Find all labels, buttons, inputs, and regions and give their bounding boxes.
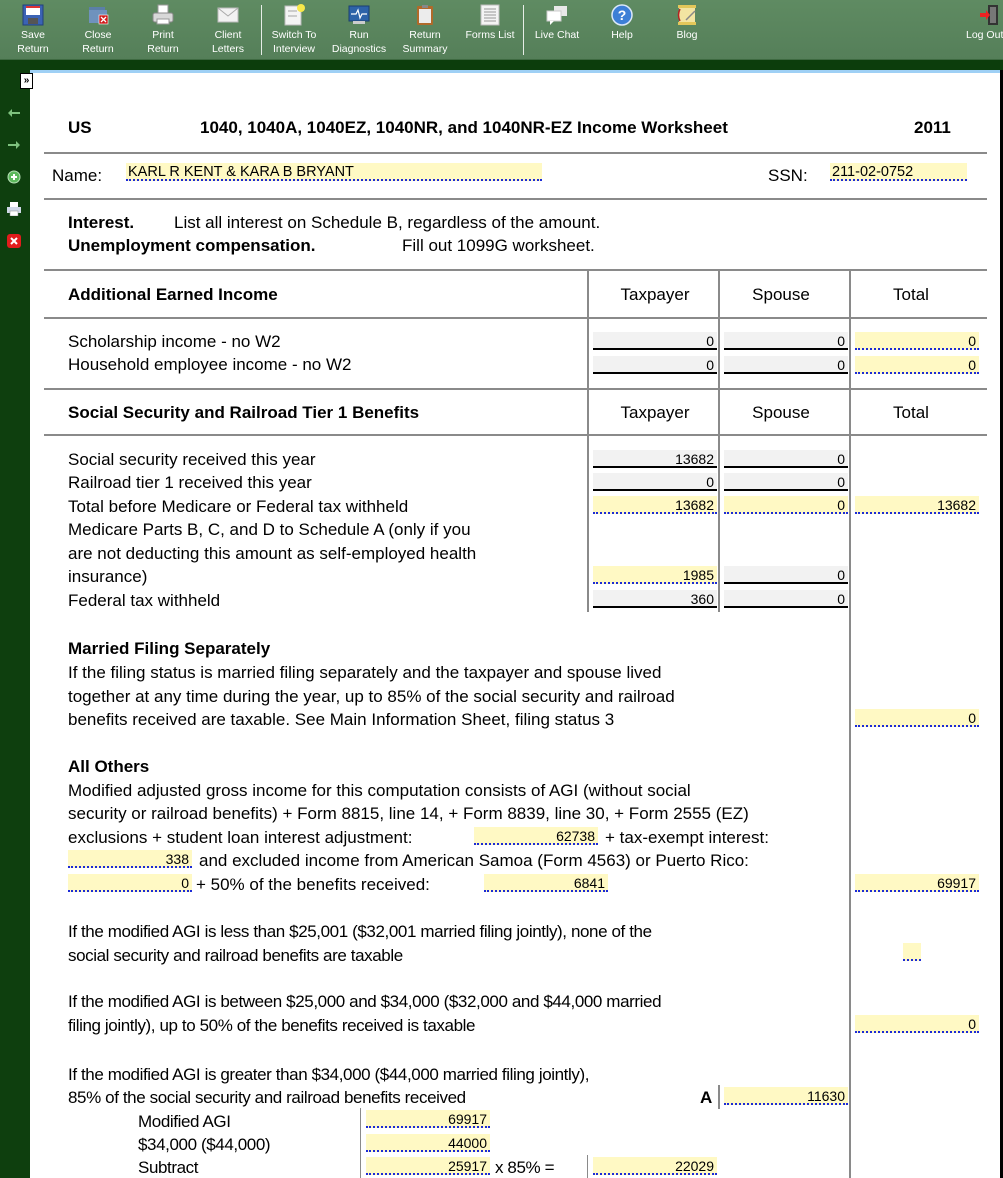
add-icon[interactable] <box>7 170 21 184</box>
envelope-icon <box>217 4 239 26</box>
save-return-button[interactable]: Save Return <box>2 4 64 56</box>
railroad-spouse-field[interactable]: 0 <box>724 473 848 491</box>
all-others-heading: All Others <box>68 757 150 776</box>
ss-received-label: Social security received this year <box>68 450 316 469</box>
return-summary-button[interactable]: Return Summary <box>394 4 456 56</box>
toolbar-separator <box>523 5 524 55</box>
tax-year: 2011 <box>914 118 951 137</box>
line-a-field[interactable]: 11630 <box>724 1087 848 1105</box>
total-before-total-field[interactable]: 13682 <box>855 496 979 514</box>
arrow-right-icon[interactable] <box>7 138 21 152</box>
less-than-text-1: If the modified AGI is less than $25,001 ($32,001 married filing jointly), none of the <box>68 922 652 941</box>
chat-icon <box>546 4 568 26</box>
page-title: 1040, 1040A, 1040EZ, 1040NR, and 1040NR-EZ Income Worksheet <box>200 118 728 137</box>
tax-exempt-interest-field[interactable]: 338 <box>68 850 192 868</box>
all-others-text-1: Modified adjusted gross income for this computation consists of AGI (without social <box>68 781 691 800</box>
household-spouse-field[interactable]: 0 <box>724 356 848 374</box>
printer-icon <box>152 4 174 26</box>
switch-to-interview-button[interactable]: Switch To Interview <box>263 4 325 56</box>
interest-heading: Interest. <box>68 213 135 232</box>
print-return-button[interactable]: Print Return <box>132 4 194 56</box>
agi-field[interactable]: 62738 <box>474 827 598 845</box>
household-label: Household employee income - no W2 <box>68 355 352 374</box>
client-letters-button[interactable]: Client Letters <box>197 4 259 56</box>
toolbar-bottom-bar <box>0 60 1003 70</box>
logout-door-icon <box>978 4 1000 26</box>
half-benefits-label: + 50% of the benefits received: <box>196 875 430 894</box>
all-others-text-4: and excluded income from American Samoa (Form 4563) or Puerto Rico: <box>199 851 749 870</box>
times-85-field[interactable]: 22029 <box>593 1157 717 1175</box>
left-rail <box>0 60 30 1178</box>
unemployment-heading: Unemployment compensation. <box>68 236 316 255</box>
help-icon <box>611 4 633 26</box>
less-than-field[interactable] <box>903 943 921 961</box>
excluded-income-field[interactable]: 0 <box>68 874 192 892</box>
medicare-label-1: Medicare Parts B, C, and D to Schedule A (only if you <box>68 520 471 539</box>
tax-exempt-label: + tax-exempt interest: <box>605 828 769 847</box>
total-before-label: Total before Medicare or Federal tax withheld <box>68 497 409 516</box>
modified-agi-field[interactable]: 69917 <box>366 1110 490 1128</box>
ss-spouse-field[interactable]: 0 <box>724 450 848 468</box>
worksheet-frame <box>30 70 1003 1178</box>
times-85-label: x 85% = <box>495 1158 555 1177</box>
between-field[interactable]: 0 <box>855 1015 979 1033</box>
forms-list-button[interactable]: Forms List <box>459 4 521 42</box>
mfs-heading: Married Filing Separately <box>68 639 271 658</box>
svg-text:?: ? <box>617 7 627 23</box>
print-icon[interactable] <box>7 202 21 216</box>
interest-text: List all interest on Schedule B, regardless of the amount. <box>174 213 601 232</box>
scholarship-total-field[interactable]: 0 <box>855 332 979 350</box>
all-others-text-2: security or railroad benefits) + Form 8815, line 14, + Form 8839, line 30, + Form 2555 (EZ) <box>68 804 749 823</box>
ss-heading: Social Security and Railroad Tier 1 Benefits <box>68 403 420 422</box>
medicare-taxpayer-field[interactable]: 1985 <box>593 566 717 584</box>
list-icon <box>479 4 501 26</box>
scholarship-spouse-field[interactable]: 0 <box>724 332 848 350</box>
ssn-field[interactable]: 211-02-0752 <box>830 163 967 181</box>
line-a-marker: A <box>700 1088 713 1107</box>
interview-icon <box>283 4 305 26</box>
arrow-left-icon[interactable] <box>7 106 21 120</box>
fed-withheld-spouse-field[interactable]: 0 <box>724 590 848 608</box>
name-field[interactable]: KARL R KENT & KARA B BRYANT <box>126 163 542 181</box>
column-taxpayer: Taxpayer <box>620 285 690 304</box>
mfs-text-2: together at any time during the year, up to 85% of the social security and railroad <box>68 687 675 706</box>
country-label: US <box>68 118 92 137</box>
ssn-label: SSN: <box>768 166 808 185</box>
clipboard-icon <box>414 4 436 26</box>
total-before-spouse-field[interactable]: 0 <box>724 496 848 514</box>
column-spouse: Spouse <box>752 403 810 422</box>
railroad-label: Railroad tier 1 received this year <box>68 473 312 492</box>
medicare-label-2: are not deducting this amount as self-employed health <box>68 544 477 563</box>
household-total-field[interactable]: 0 <box>855 356 979 374</box>
run-diagnostics-button[interactable]: Run Diagnostics <box>328 4 390 56</box>
fed-withheld-taxpayer-field[interactable]: 360 <box>593 590 717 608</box>
modified-agi-total-field[interactable]: 69917 <box>855 874 979 892</box>
main-toolbar <box>0 0 1003 60</box>
live-chat-button[interactable]: Live Chat <box>526 4 588 42</box>
threshold-label: $34,000 ($44,000) <box>138 1135 271 1154</box>
mfs-total-field[interactable]: 0 <box>855 709 979 727</box>
column-total: Total <box>893 285 929 304</box>
additional-income-heading: Additional Earned Income <box>68 285 278 304</box>
scholarship-taxpayer-field[interactable]: 0 <box>593 332 717 350</box>
between-text-2: filing jointly), up to 50% of the benefits received is taxable <box>68 1016 476 1035</box>
mfs-text-1: If the filing status is married filing separately and the taxpayer and spouse lived <box>68 663 662 682</box>
greater-text-2: 85% of the social security and railroad benefits received <box>68 1088 466 1107</box>
column-taxpayer: Taxpayer <box>620 403 690 422</box>
total-before-taxpayer-field[interactable]: 13682 <box>593 496 717 514</box>
folder-close-icon <box>87 4 109 26</box>
floppy-disk-icon <box>22 4 44 26</box>
delete-icon[interactable] <box>7 234 21 248</box>
railroad-taxpayer-field[interactable]: 0 <box>593 473 717 491</box>
medicare-spouse-field[interactable]: 0 <box>724 566 848 584</box>
less-than-text-2: social security and railroad benefits are taxable <box>68 946 403 965</box>
subtract-field[interactable]: 25917 <box>366 1157 490 1175</box>
blog-button[interactable]: Blog <box>656 4 718 42</box>
log-out-button[interactable]: Log Out <box>958 4 1003 42</box>
fed-withheld-label: Federal tax withheld <box>68 591 221 610</box>
ss-taxpayer-field[interactable]: 13682 <box>593 450 717 468</box>
column-total: Total <box>893 403 929 422</box>
between-text-1: If the modified AGI is between $25,000 and $34,000 ($32,000 and $44,000 married <box>68 992 662 1011</box>
name-label: Name: <box>52 166 103 185</box>
column-spouse: Spouse <box>752 285 810 304</box>
subtract-label: Subtract <box>138 1158 199 1177</box>
medicare-label-3: insurance) <box>68 567 148 586</box>
help-button[interactable]: ? Help <box>591 4 653 42</box>
greater-text-1: If the modified AGI is greater than $34,000 ($44,000 married filing jointly), <box>68 1065 590 1084</box>
close-return-button[interactable]: Close Return <box>67 4 129 56</box>
monitor-icon <box>348 4 370 26</box>
scholarship-label: Scholarship income - no W2 <box>68 332 281 351</box>
half-benefits-field[interactable]: 6841 <box>484 874 608 892</box>
unemployment-text: Fill out 1099G worksheet. <box>402 236 595 255</box>
scroll-icon <box>676 4 698 26</box>
expand-panel-button[interactable]: » <box>20 73 33 89</box>
threshold-field[interactable]: 44000 <box>366 1134 490 1152</box>
mfs-text-3: benefits received are taxable. See Main Information Sheet, filing status 3 <box>68 710 615 729</box>
modified-agi-label: Modified AGI <box>138 1112 231 1131</box>
all-others-text-3: exclusions + student loan interest adjustment: <box>68 828 413 847</box>
toolbar-separator <box>261 5 262 55</box>
household-taxpayer-field[interactable]: 0 <box>593 356 717 374</box>
